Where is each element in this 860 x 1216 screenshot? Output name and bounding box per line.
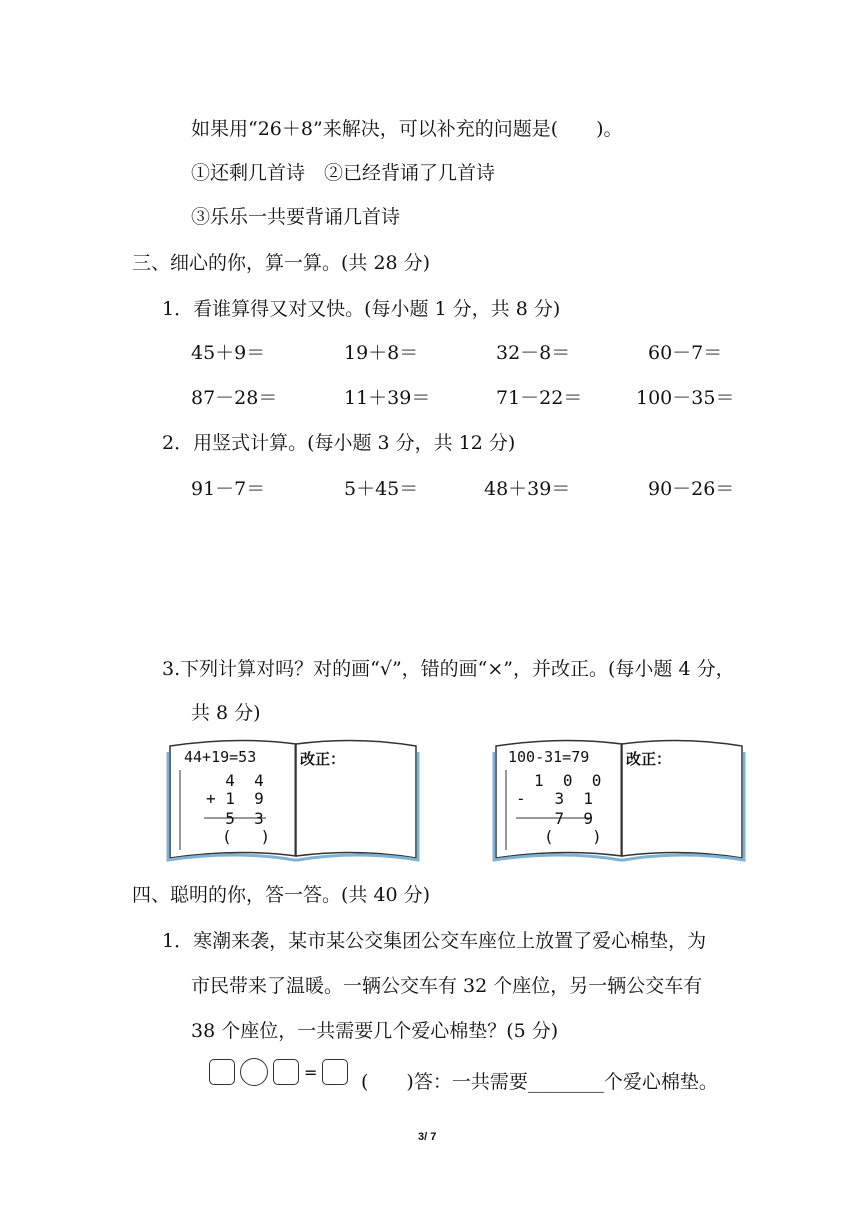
operator-circle[interactable]: [240, 1058, 268, 1086]
section-4-title: 四、聪明的你，答一答。(共 40 分): [132, 884, 431, 906]
book1-paren: ( ): [222, 827, 271, 846]
section-3-title: 三、细心的你，算一算。(共 28 分): [132, 252, 431, 274]
q2-title: 2．用竖式计算。(每小题 3 分，共 12 分): [162, 432, 516, 454]
calc-item: 100－35＝: [636, 387, 735, 409]
book2-fix-label: 改正：: [626, 752, 672, 768]
book2-equation: 100-31=79: [508, 748, 590, 766]
result-box[interactable]: [322, 1059, 348, 1085]
q3-title-line-2: 共 8 分): [191, 702, 261, 724]
answer-line: ( )答：一共需要________个爱心棉垫。: [361, 1071, 718, 1093]
book2-row2: - 3 1: [516, 789, 594, 808]
s4-q1-line-2: 市民带来了温暖。一辆公交车有 32 个座位，另一辆公交车有: [191, 975, 703, 997]
question-stem: 如果用“26＋8”来解决，可以补充的问题是( )。: [191, 118, 623, 140]
book2-row3: 7 9: [516, 809, 594, 828]
calc-item: 19＋8＝: [344, 342, 419, 364]
vertical-calc-item: 5＋45＝: [344, 478, 419, 500]
vertical-calc-item: 48＋39＝: [484, 478, 571, 500]
book2-row1: 1 0 0: [534, 771, 602, 790]
equals-sign: =: [304, 1063, 318, 1082]
number-box[interactable]: [209, 1059, 235, 1085]
book1-equation: 44+19=53: [184, 748, 257, 766]
options-line-1: ①还剩几首诗 ②已经背诵了几首诗: [191, 162, 496, 184]
page-number: 3/ 7: [418, 1131, 437, 1143]
book1-fix-label: 改正：: [300, 752, 346, 768]
book1-row3: 5 3: [206, 809, 264, 828]
vertical-calc-item: 90－26＝: [648, 478, 735, 500]
number-box[interactable]: [273, 1059, 299, 1085]
options-line-2: ③乐乐一共要背诵几首诗: [191, 206, 401, 228]
calc-item: 45＋9＝: [191, 342, 266, 364]
q1-title: 1．看谁算得又对又快。(每小题 1 分，共 8 分): [162, 298, 561, 320]
calc-item: 11＋39＝: [344, 387, 431, 409]
s4-q1-line-3: 38 个座位，一共需要几个爱心棉垫？(5 分): [191, 1020, 559, 1042]
book1-row2: + 1 9: [206, 789, 264, 808]
vertical-calc-item: 91－7＝: [191, 478, 266, 500]
open-book-1: [166, 738, 536, 862]
calc-item: 60－7＝: [648, 342, 723, 364]
q3-title-line-1: 3.下列计算对吗？对的画“√”，错的画“×”，并改正。(每小题 4 分，: [162, 658, 735, 680]
book2-paren: ( ): [544, 827, 602, 846]
book1-row1: 4 4: [206, 771, 264, 790]
calc-item: 32－8＝: [496, 342, 571, 364]
s4-q1-line-1: 1．寒潮来袭，某市某公交集团公交车座位上放置了爱心棉垫，为: [162, 930, 707, 952]
open-book-2: [492, 738, 860, 862]
calc-item: 71－22＝: [496, 387, 583, 409]
calc-item: 87－28＝: [191, 387, 278, 409]
